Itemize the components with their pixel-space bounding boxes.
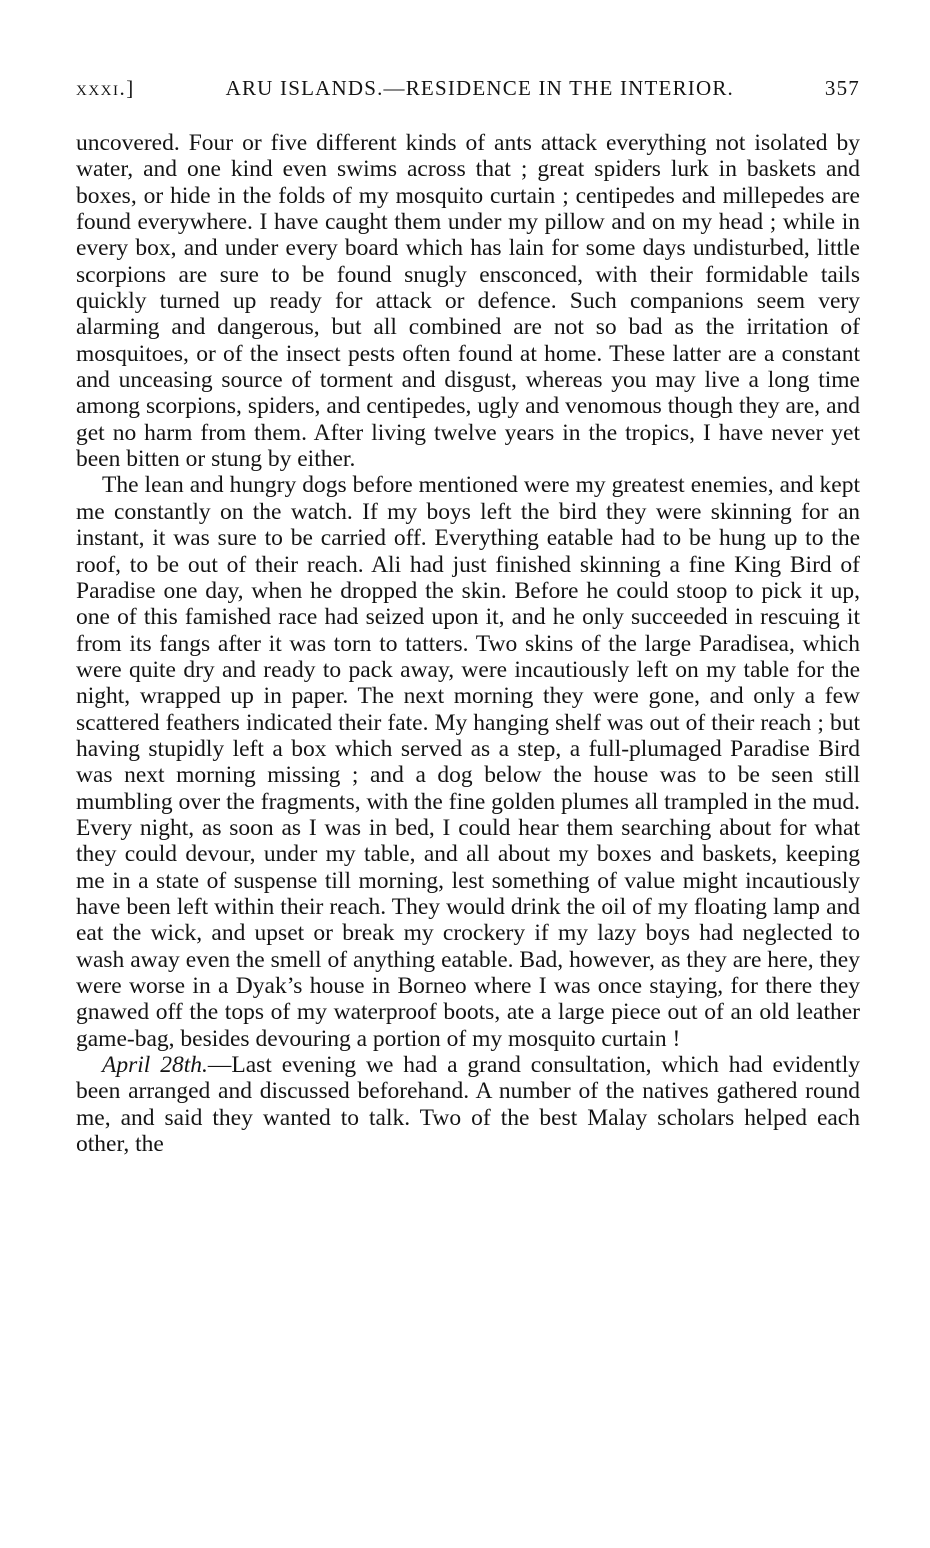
page-number: 357 (824, 76, 860, 100)
paragraph-dogs: The lean and hungry dogs before mentioned were my greatest enemies, and kept me constantly on the watch. If my boys left the bird they were skinning for an instant, it was sure to be carried off. Everything eatable had to be hung up to the roof, to be out of their reach. Ali had just finished skinning a fine King Bird of Paradise one day, when he dropped the skin. Before he could stoop to pick it up, one of this famished race had seized upon it, and he only succeeded in rescuing it from its fangs after it was torn to tatters. Two skins of the large Paradisea, which were quite dry and ready to pack away, were incautiously left on my table for the night, wrapped up in paper. The next morning they were gone, and only a few scattered feathers indicated their fate. My hanging shelf was out of their reach ; but having stupidly left a box which served as a step, a full-plumaged Paradise Bird was next morning missing ; and a dog below the house was to be seen still mumbling over the fragments, with the fine golden plumes all trampled in the mud. Every night, as soon as I was in bed, I could hear them searching about for what they could devour, under my table, and all about my boxes and baskets, keeping me in a state of suspense till morning, lest something of value might incautiously have been left within their reach. They would drink the oil of my floating lamp and eat the wick, and upset or break my crockery if my lazy boys had neglected to wash away even the smell of anything eatable. Bad, however, as they are here, they were worse in a Dyak’s house in Borneo where I was once staying, for there they gnawed off the tops of my waterproof boots, ate a large piece out of an old leather game-bag, besides devouring a portion of my mosquito curtain ! (76, 472, 860, 1052)
journal-entry-text: —Last evening we had a grand consultation, which had evidently been arranged and discussed beforehand. A number of the natives gathered round me, and said they wanted to talk. Two of the best Malay scholars helped each other, the (76, 1052, 860, 1158)
running-title: ARU ISLANDS.—RESIDENCE IN THE INTERIOR. (225, 76, 735, 100)
paragraph-continued: uncovered. Four or five different kinds of ants attack everything not isolated by water, and one kind even swims across that ; great spiders lurk in baskets and boxes, or hide in the folds of my mosquito curtain ; centipedes and millepedes are found everywhere. I have caught them under my pillow and on my head ; while in every box, and under every board which has lain for some days undisturbed, little scorpions are sure to be found snugly ensconced, with their formidable tails quickly turned up ready for attack or defence. Such companions seem very alarming and dangerous, but all combined are not so bad as the irritation of mosquitoes, or of the insect pests often found at home. These latter are a constant and unceasing source of torment and disgust, whereas you may live a long time among scorpions, spiders, and centipedes, ugly and venomous though they are, and get no harm from them. After living twelve years in the tropics, I have never yet been bitten or stung by either. (76, 130, 860, 473)
running-header (76, 76, 860, 106)
body-text (76, 130, 860, 1157)
paragraph-journal-entry (76, 1052, 860, 1157)
book-page (76, 76, 860, 1157)
journal-date: April 28th. (102, 1052, 208, 1079)
chapter-number: xxxi.] (76, 76, 135, 100)
